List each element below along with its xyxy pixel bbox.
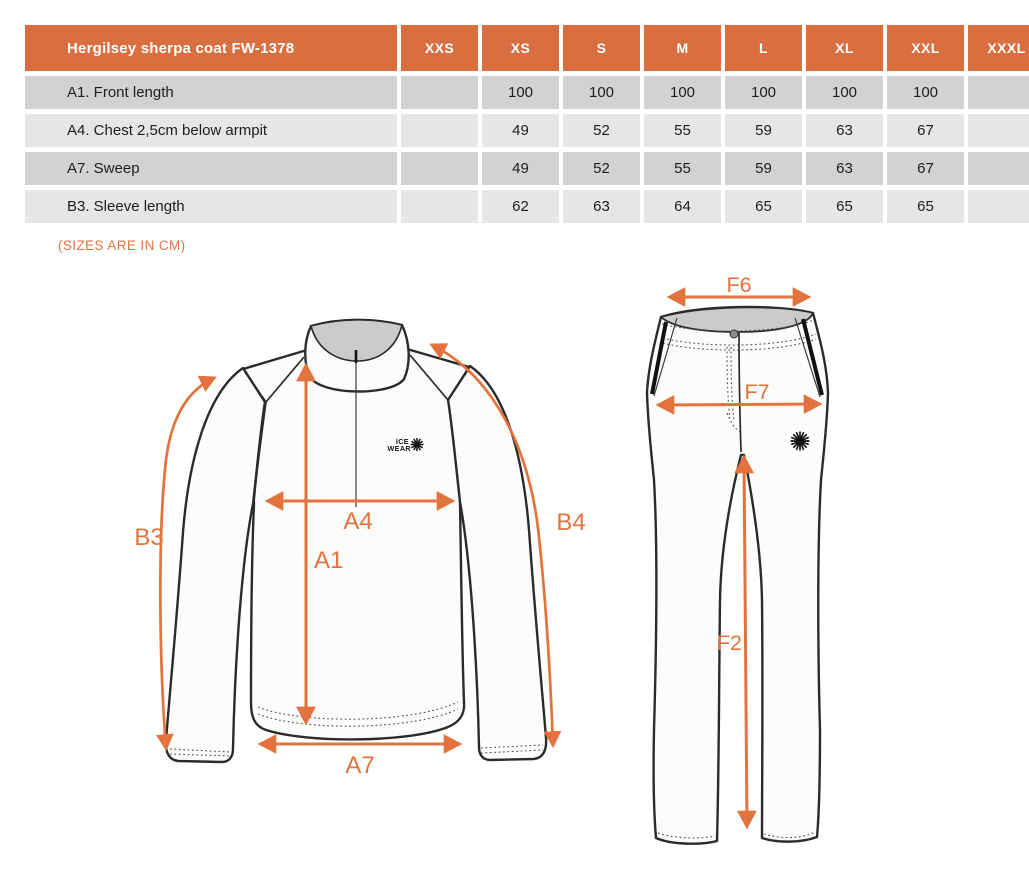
b3-label: B3 bbox=[134, 524, 164, 551]
size-cell: 52 bbox=[563, 152, 640, 185]
size-column-header: XS bbox=[482, 25, 559, 71]
size-cell: 49 bbox=[482, 152, 559, 185]
size-cell: 65 bbox=[725, 190, 802, 223]
size-cell: 64 bbox=[644, 190, 721, 223]
f6-label: F6 bbox=[726, 273, 752, 297]
size-column-header: S bbox=[563, 25, 640, 71]
f2-measure-arrow bbox=[744, 458, 747, 826]
size-cell: 100 bbox=[725, 76, 802, 109]
size-cell: 67 bbox=[887, 114, 964, 147]
pants-diagram bbox=[647, 273, 828, 844]
size-cell: 67 bbox=[887, 152, 964, 185]
size-cell: 59 bbox=[725, 152, 802, 185]
f7-measure-arrow bbox=[659, 404, 819, 405]
size-cell: 65 bbox=[887, 190, 964, 223]
size-cell: 100 bbox=[644, 76, 721, 109]
size-cell: 59 bbox=[725, 114, 802, 147]
size-column-header: XL bbox=[806, 25, 883, 71]
size-cell: 100 bbox=[887, 76, 964, 109]
size-cell: 63 bbox=[806, 114, 883, 147]
measure-label: A4. Chest 2,5cm below armpit bbox=[25, 114, 397, 147]
a1-label: A1 bbox=[314, 547, 344, 574]
measure-label: A7. Sweep bbox=[25, 152, 397, 185]
units-note: (SIZES ARE IN CM) bbox=[58, 238, 186, 253]
size-column-header: XXL bbox=[887, 25, 964, 71]
size-column-header: XXXL bbox=[968, 25, 1029, 71]
size-cell: 52 bbox=[563, 114, 640, 147]
product-name-header: Hergilsey sherpa coat FW-1378 bbox=[25, 25, 397, 71]
pants-snowflake-icon bbox=[791, 432, 810, 451]
size-cell: 63 bbox=[806, 152, 883, 185]
icewear-logo-line1: ICE bbox=[395, 437, 409, 446]
measure-label: B3. Sleeve length bbox=[25, 190, 397, 223]
f7-label: F7 bbox=[744, 380, 770, 404]
size-column-header: L bbox=[725, 25, 802, 71]
size-cell: 63 bbox=[563, 190, 640, 223]
pants-button bbox=[730, 330, 738, 338]
a7-label: A7 bbox=[345, 752, 375, 779]
pants-body bbox=[647, 307, 828, 844]
f2-label: F2 bbox=[716, 631, 742, 655]
size-column-header: XXS bbox=[401, 25, 478, 71]
size-cell: 100 bbox=[563, 76, 640, 109]
size-cell: 65 bbox=[806, 190, 883, 223]
size-cell: 100 bbox=[806, 76, 883, 109]
b4-label: B4 bbox=[556, 509, 586, 536]
icewear-logo-line2: WEAR bbox=[387, 444, 411, 453]
a4-label: A4 bbox=[343, 508, 373, 535]
size-cell: 49 bbox=[482, 114, 559, 147]
size-column-header: M bbox=[644, 25, 721, 71]
size-cell: 55 bbox=[644, 152, 721, 185]
size-cell: 55 bbox=[644, 114, 721, 147]
jacket-diagram bbox=[134, 320, 585, 779]
size-cell: 100 bbox=[482, 76, 559, 109]
measure-label: A1. Front length bbox=[25, 76, 397, 109]
size-cell: 62 bbox=[482, 190, 559, 223]
